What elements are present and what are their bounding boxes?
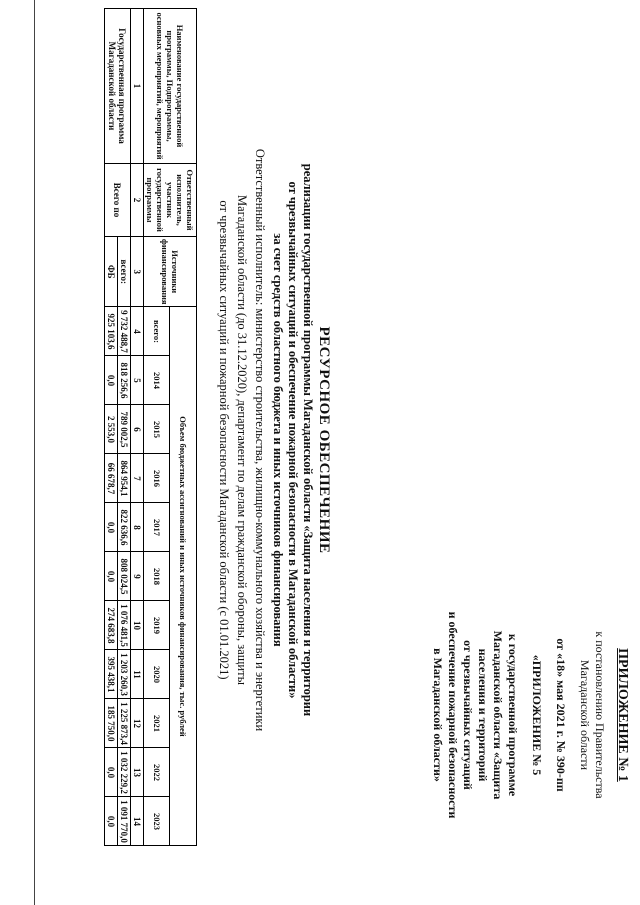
program-line-2: Магаданской области «Защита bbox=[491, 630, 505, 800]
title-line-3: за счет средств областного бюджета и иных источников финансирования bbox=[271, 233, 285, 647]
col-num: 2 bbox=[131, 164, 144, 237]
header-name: Наименование государственной программы, Подпрограммы, основных мероприятий, мероприятий bbox=[144, 9, 197, 164]
year-2021: 2021 bbox=[144, 699, 171, 748]
decree-date: от «18» мая 2021 г. № 390-пп bbox=[554, 638, 568, 792]
year-2016: 2016 bbox=[144, 454, 171, 503]
table-cell: 789 002,5 bbox=[118, 405, 131, 454]
row-source: всего: bbox=[118, 237, 131, 307]
program-line-1: к государственной программе bbox=[506, 633, 520, 797]
table-cell: 925 103,6 bbox=[105, 307, 118, 356]
year-2022: 2022 bbox=[144, 748, 171, 797]
table-cell: 1 225 873,4 bbox=[118, 699, 131, 748]
year-2023: 2023 bbox=[144, 797, 171, 846]
decree-line-2: Магаданской области bbox=[578, 659, 592, 771]
header-total: всего: bbox=[144, 307, 171, 356]
program-line-6: в Магаданской области» bbox=[431, 648, 445, 782]
page-edge-line bbox=[34, 0, 35, 905]
appendix-header bbox=[430, 570, 630, 860]
executor-line-2: Магаданской области (до 31.12.2020), департамент по делам гражданской обороны, защиты bbox=[235, 195, 249, 685]
table-cell: 0,0 bbox=[105, 748, 118, 797]
col-num: 4 bbox=[131, 307, 144, 356]
title-line-2: от чрезвычайных ситуаций и обеспечение пожарной безопасности в Магаданской области» bbox=[286, 181, 300, 699]
year-2020: 2020 bbox=[144, 650, 171, 699]
table-cell: 274 683,8 bbox=[105, 601, 118, 650]
col-num: 12 bbox=[131, 699, 144, 748]
col-num: 8 bbox=[131, 503, 144, 552]
table-cell: 1 091 770,0 bbox=[118, 797, 131, 846]
table-cell: 1 032 229,2 bbox=[118, 748, 131, 797]
table-cell: 864 954,1 bbox=[118, 454, 131, 503]
col-num: 9 bbox=[131, 552, 144, 601]
document-title-block bbox=[216, 40, 332, 840]
row-source: ФБ bbox=[105, 237, 118, 307]
table-cell: 66 678,7 bbox=[105, 454, 118, 503]
table-cell: 818 256,6 bbox=[118, 356, 131, 405]
col-num: 14 bbox=[131, 797, 144, 846]
table-cell: 0,0 bbox=[105, 503, 118, 552]
table-cell: 808 024,5 bbox=[118, 552, 131, 601]
table-cell: 822 636,6 bbox=[118, 503, 131, 552]
title-line-1: реализации государственной программы Магаданской области «Защита населения и территории bbox=[301, 163, 315, 717]
table-cell: 1 203 260,3 bbox=[118, 650, 131, 699]
col-num: 3 bbox=[131, 237, 144, 307]
header-volume: Объем бюджетных ассигнований и иных источников финансирования, тыс. рублей bbox=[170, 307, 197, 846]
table-cell: 0,0 bbox=[105, 356, 118, 405]
col-num: 1 bbox=[131, 9, 144, 164]
year-2018: 2018 bbox=[144, 552, 171, 601]
column-number-row bbox=[131, 9, 144, 846]
table-header-row bbox=[170, 9, 197, 846]
program-line-5: и обеспечение пожарной безопасности bbox=[446, 611, 460, 819]
table-cell: 1 076 481,5 bbox=[118, 601, 131, 650]
appendix-title: ПРИЛОЖЕНИЕ № 1 bbox=[615, 648, 630, 782]
table-cell: 395 438,1 bbox=[105, 650, 118, 699]
year-2019: 2019 bbox=[144, 601, 171, 650]
appendix-5-title: «ПРИЛОЖЕНИЕ № 5 bbox=[530, 654, 544, 776]
col-num: 10 bbox=[131, 601, 144, 650]
decree-line-1: к постановлению Правительства bbox=[593, 631, 607, 799]
col-num: 11 bbox=[131, 650, 144, 699]
table-row-total bbox=[118, 9, 131, 846]
col-num: 13 bbox=[131, 748, 144, 797]
program-line-4: от чрезвычайных ситуаций bbox=[461, 640, 475, 790]
row-program-name: Государственная программа Магаданской области bbox=[105, 9, 131, 164]
header-responsible: Ответственный исполнитель, участник государственной программы bbox=[144, 164, 197, 237]
year-2017: 2017 bbox=[144, 503, 171, 552]
program-line-3: населения и территорий bbox=[476, 648, 490, 782]
col-num: 7 bbox=[131, 454, 144, 503]
executor-line-3: от чрезвычайных ситуаций и пожарной безопасности Магаданской области (с 01.01.2021) bbox=[217, 200, 231, 680]
table-cell: 9 732 488,7 bbox=[118, 307, 131, 356]
document-heading: РЕСУРСНОЕ ОБЕСПЕЧЕНИЕ bbox=[316, 326, 332, 554]
header-source: Источники финансирования bbox=[144, 237, 197, 307]
row-responsible: Всего по bbox=[105, 164, 131, 237]
table-cell: 2 553,0 bbox=[105, 405, 118, 454]
resource-table bbox=[104, 8, 197, 846]
executor-line-1: Ответственный исполнитель: министерство строительства, жилищно-коммунального хозяйства и энергетики bbox=[253, 148, 267, 732]
col-num: 6 bbox=[131, 405, 144, 454]
table-cell: 0,0 bbox=[105, 797, 118, 846]
table-cell: 0,0 bbox=[105, 552, 118, 601]
col-num: 5 bbox=[131, 356, 144, 405]
year-2015: 2015 bbox=[144, 405, 171, 454]
table-cell: 185 750,0 bbox=[105, 699, 118, 748]
year-2014: 2014 bbox=[144, 356, 171, 405]
